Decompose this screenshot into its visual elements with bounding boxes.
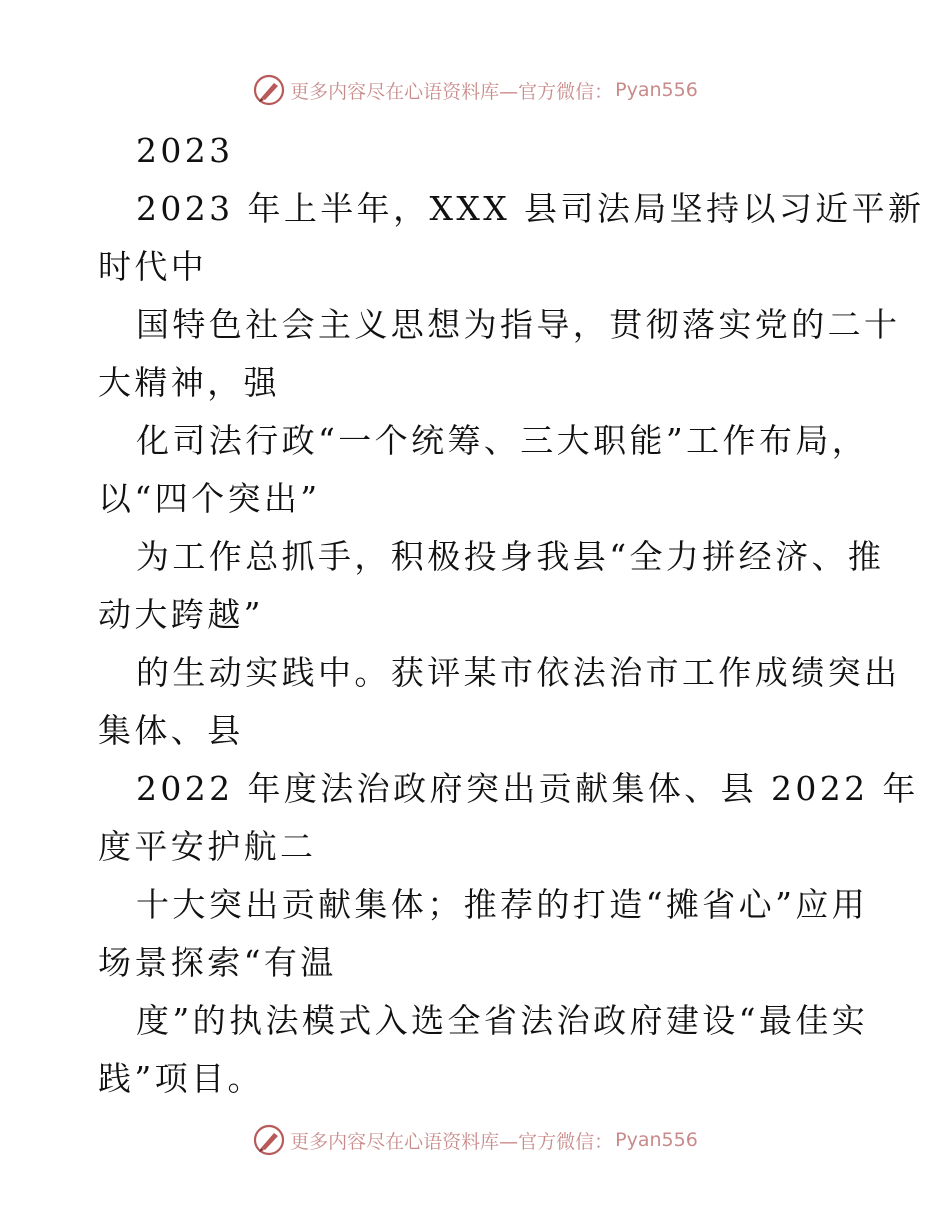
watermark-text: 更多内容尽在心语资料库—官方微信： [290, 1130, 614, 1153]
text-line: 度平安护航二 [98, 827, 317, 866]
pen-logo-icon [252, 1123, 286, 1157]
text-line: 化司法行政“一个统筹、三大职能”工作布局， [136, 421, 869, 460]
watermark-handle: Pyan556 [615, 1129, 698, 1151]
pen-logo-icon [252, 73, 286, 107]
text-line: 2023 [136, 131, 234, 170]
text-line: 度”的执法模式入选全省法治政府建设“最佳实 [136, 1001, 869, 1040]
document-body [98, 122, 925, 1108]
text-line: 以“四个突出” [98, 479, 321, 518]
text-line: 十大突出贡献集体；推荐的打造“摊省心”应用 [136, 885, 869, 924]
text-line: 大精神，强 [98, 363, 280, 402]
text-line: 践”项目。 [98, 1059, 264, 1098]
text-line: 动大跨越” [98, 595, 264, 634]
text-line: 国特色社会主义思想为指导，贯彻落实党的二十 [136, 305, 901, 344]
text-line: 集体、县 [98, 711, 244, 750]
text-line: 的生动实践中。获评某市依法治市工作成绩突出 [136, 653, 901, 692]
watermark-handle: Pyan556 [615, 79, 698, 101]
text-line: 2022 年度法治政府突出贡献集体、县 2022 年 [136, 769, 919, 808]
text-line: 场景探索“有温 [98, 943, 337, 982]
text-line: 2023 年上半年，XXX 县司法局坚持以习近平新 [136, 189, 925, 228]
text-line: 时代中 [98, 247, 208, 286]
header-watermark [0, 70, 950, 110]
text-line: 为工作总抓手，积极投身我县“全力拼经济、推 [136, 537, 885, 576]
footer-watermark [0, 1120, 950, 1160]
watermark-text: 更多内容尽在心语资料库—官方微信： [290, 80, 614, 103]
